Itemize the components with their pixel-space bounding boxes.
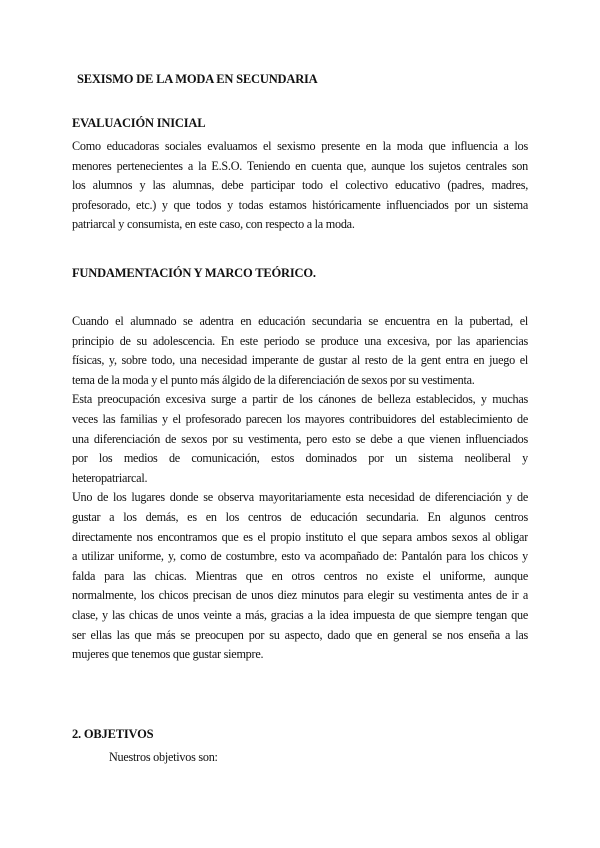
paragraph-line: ser ellas las que más se preocupen por su aspecto, dado que en general se nos enseña a las xyxy=(72,627,528,642)
evaluacion-paragraph xyxy=(72,137,528,235)
section-heading-fundamentacion: FUNDAMENTACIÓN Y MARCO TEÓRICO. xyxy=(72,266,316,280)
paragraph-line: directamente nos encontramos que es el propio instituto el que separa ambos sexos al obligar xyxy=(72,529,528,544)
paragraph-line: tema de la moda y el punto más álgido de la diferenciación de sexos por su vestimenta. xyxy=(72,372,475,387)
paragraph-line: Esta preocupación excesiva surge a partir de los cánones de belleza establecidos, y muchas xyxy=(72,392,528,407)
fundamentacion-paragraph xyxy=(72,312,528,665)
paragraph-line: mujeres que tenemos que gustar siempre. xyxy=(72,647,264,662)
section-heading-objetivos: 2. OBJETIVOS xyxy=(72,727,154,741)
paragraph-line: gustar a los demás, es en los centros de educación secundaria. En algunos centros xyxy=(72,509,528,524)
paragraph-line: menores pertenecientes a la E.S.O. Teniendo en cuenta que, aunque los sujetos centrales son xyxy=(72,158,528,173)
document-title: SEXISMO DE LA MODA EN SECUNDARIA xyxy=(77,72,318,86)
paragraph-line: veces las familias y el profesorado parecen los mayores contribuidores del establecimiento de xyxy=(72,411,528,426)
paragraph-line: falda para las chicas. Mientras que en otros centros no existe el uniforme, aunque xyxy=(72,568,528,583)
paragraph-line: Como educadoras sociales evaluamos el sexismo presente en la moda que influencia a los xyxy=(72,139,528,153)
paragraph-line: los alumnos y las alumnas, debe participar todo el colectivo educativo (padres, madres, xyxy=(72,178,528,193)
paragraph-line: a utilizar uniforme, y, como de costumbre, esto va acompañado de: Pantalón para los chicos y xyxy=(72,549,528,564)
paragraph-line: Uno de los lugares donde se observa mayoritariamente esta necesidad de diferenciación y de xyxy=(72,490,528,505)
paragraph-line: profesorado, etc.) y que todos y todas estamos históricamente influenciados por un sistema xyxy=(72,197,528,212)
paragraph-line: clase, y las chicas de unos veinte a más, gracias a la idea impuesta de que siempre tengan que xyxy=(72,607,528,622)
paragraph-line: físicas, y, sobre todo, una necesidad imperante de gustar al resto de la gent entra en juego el xyxy=(72,353,528,368)
paragraph-line: por los medios de comunicación, estos dominados por un sistema neoliberal y xyxy=(72,451,528,466)
paragraph-line: principio de su adolescencia. En este periodo se produce una excesiva, por las apariencias xyxy=(72,333,528,348)
paragraph-line: una diferenciación de sexos por su vestimenta, pero esto se debe a que vienen influenciados xyxy=(72,431,528,446)
objetivos-intro: Nuestros objetivos son: xyxy=(109,750,218,764)
paragraph-line: normalmente, los chicos precisan de unos diez minutos para elegir su vestimenta antes de ir a xyxy=(72,588,528,603)
paragraph-line: heteropatriarcal. xyxy=(72,470,148,485)
paragraph-line: Cuando el alumnado se adentra en educación secundaria se encuentra en la pubertad, el xyxy=(72,314,528,328)
section-heading-evaluacion: EVALUACIÓN INICIAL xyxy=(72,116,206,130)
paragraph-line: patriarcal y consumista, en este caso, con respecto a la moda. xyxy=(72,217,355,232)
